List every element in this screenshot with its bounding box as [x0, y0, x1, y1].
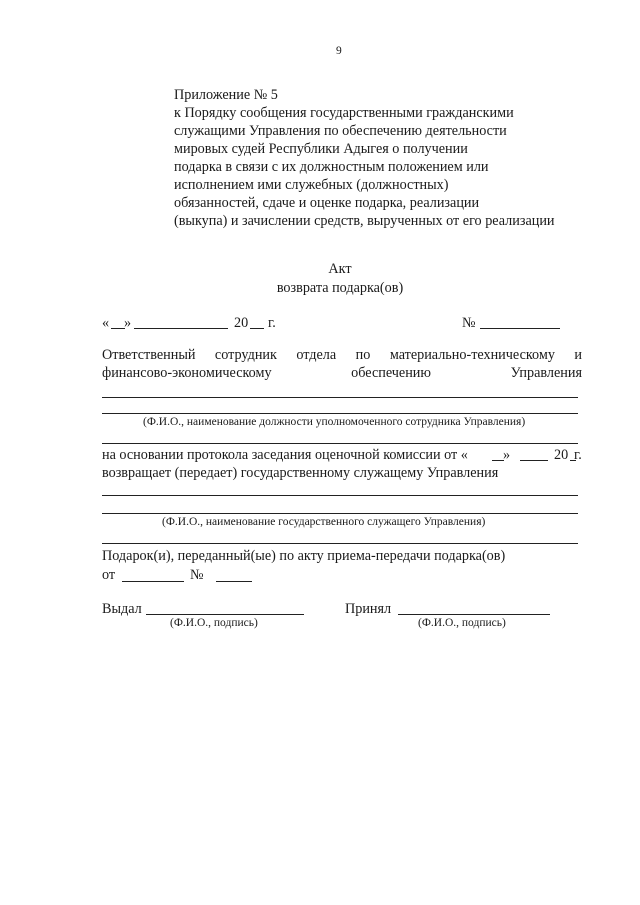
responsible-line-2: [102, 364, 582, 382]
number-label: №: [462, 315, 476, 331]
act-subtitle: возврата подарка(ов): [276, 280, 404, 296]
issued-caption: (Ф.И.О., подпись): [170, 617, 258, 629]
word: материально-техническому: [389, 347, 555, 363]
received-signature-field[interactable]: [398, 614, 550, 615]
word: по: [355, 347, 371, 363]
appendix-block: [174, 86, 555, 230]
issued-label: Выдал: [102, 601, 142, 617]
word: отдела: [296, 347, 337, 363]
word: сотрудник: [214, 347, 277, 363]
transfer-act-date-field[interactable]: [122, 581, 184, 582]
day-field[interactable]: [111, 328, 125, 329]
appendix-line: к Порядку сообщения государственными гражданскими: [174, 105, 514, 121]
appendix-line: исполнением ими служебных (должностных): [174, 177, 449, 193]
quote-close: »: [124, 315, 132, 331]
act-title: Акт: [328, 261, 352, 277]
word: Ответственный: [102, 347, 196, 363]
returns-text: возвращает (передает) государственному служащему Управления: [102, 465, 499, 481]
number-field[interactable]: [480, 328, 560, 329]
basis-year-suffix: г.: [574, 447, 582, 463]
month-field[interactable]: [134, 328, 228, 329]
appendix-line: Приложение № 5: [174, 87, 278, 103]
from-number-label: №: [190, 567, 204, 583]
received-label: Принял: [345, 601, 392, 617]
issued-signature-field[interactable]: [146, 614, 304, 615]
servant-position-field[interactable]: [102, 513, 578, 514]
word: Управления: [510, 365, 582, 381]
word: финансово-экономическому: [102, 365, 272, 381]
page-number: 9: [336, 45, 342, 57]
employee-position-field[interactable]: [102, 413, 578, 414]
word: и: [574, 347, 582, 363]
employee-extra-field[interactable]: [102, 443, 578, 444]
basis-quote-close: »: [503, 447, 511, 463]
received-caption: (Ф.И.О., подпись): [418, 617, 506, 629]
appendix-line: мировых судей Республики Адыгея о получении: [174, 141, 468, 157]
appendix-line: подарка в связи с их должностным положением или: [174, 159, 489, 175]
caption-employee: (Ф.И.О., наименование должности уполномоченного сотрудника Управления): [143, 416, 526, 428]
year-field[interactable]: [250, 328, 264, 329]
transfer-act-number-field[interactable]: [216, 581, 252, 582]
appendix-line: обязанностей, сдаче и оценке подарка, реализации: [174, 195, 480, 211]
appendix-line: служащими Управления по обеспечению деятельности: [174, 123, 507, 139]
servant-extra-field[interactable]: [102, 543, 578, 544]
word: обеспечению: [351, 365, 431, 381]
quote-open: «: [102, 315, 110, 331]
gifts-text: Подарок(и), переданный(ые) по акту приема-передачи подарка(ов): [102, 548, 506, 564]
basis-year: 20: [554, 447, 569, 463]
basis-month-field[interactable]: [520, 460, 548, 461]
year-suffix: г.: [268, 315, 276, 331]
responsible-line-1: [102, 346, 582, 364]
from-label: от: [102, 567, 116, 583]
year-prefix: 20: [234, 315, 249, 331]
basis-text: на основании протокола заседания оценочной комиссии от «: [102, 447, 468, 463]
servant-name-field[interactable]: [102, 495, 578, 496]
appendix-line: (выкупа) и зачислении средств, вырученных от его реализации: [174, 213, 555, 229]
employee-name-field[interactable]: [102, 397, 578, 398]
caption-servant: (Ф.И.О., наименование государственного служащего Управления): [162, 516, 486, 528]
